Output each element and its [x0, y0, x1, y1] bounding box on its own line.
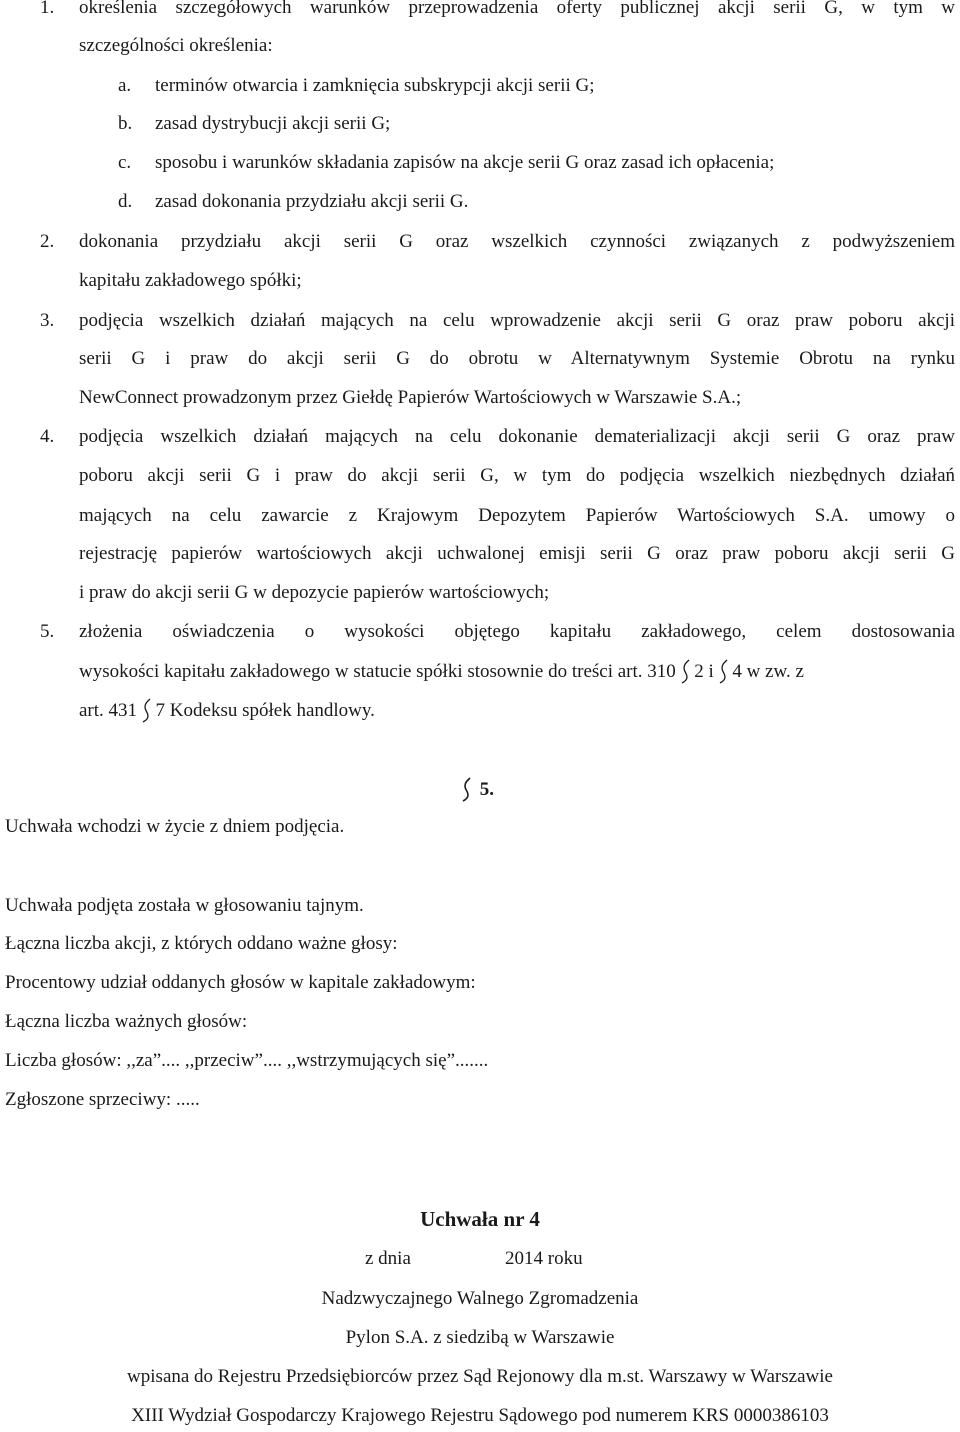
section-text: Uchwała wchodzi w życie z dniem podjęcia. [5, 816, 345, 837]
resolution-krs: XIII Wydział Gospodarczy Krajowego Rejestru Sądowego pod numerem KRS 0000386103 [131, 1405, 829, 1426]
voting-line: Łączna liczba akcji, z których oddano ważne głosy: [5, 933, 398, 954]
item-text-line: dokonania przydziału akcji serii G oraz wszelkich czynności związanych z podwyższeniem [79, 231, 955, 252]
item-text-segment: 7 Kodeksu spółek handlowy. [155, 700, 375, 721]
item-text-line: podjęcia wszelkich działań mających na celu dokonanie dematerializacji akcji serii G oraz praw [79, 426, 955, 447]
subitem-text: terminów otwarcia i zamknięcia subskrypcji akcji serii G; [155, 75, 595, 96]
item-text-segment: art. 431 [79, 700, 138, 721]
subitem-text: zasad dokonania przydziału akcji serii G. [155, 191, 469, 212]
item-text-line: i praw do akcji serii G w depozycie papierów wartościowych; [79, 582, 550, 603]
item-text-segment: 2 i [694, 661, 714, 682]
resolution-date-prefix: z dnia [365, 1248, 411, 1269]
voting-line: Liczba głosów: ,,za”.... ,,przeciw”.... ,,wstrzymujących się”....... [5, 1050, 489, 1071]
voting-line: Łączna liczba ważnych głosów: [5, 1011, 248, 1032]
resolution-company: Pylon S.A. z siedzibą w Warszawie [345, 1327, 615, 1348]
section-number: 5. [479, 779, 494, 800]
resolution-registry: wpisana do Rejestru Przedsiębiorców przez Sąd Rejonowy dla m.st. Warszawy w Warszawie [127, 1366, 833, 1387]
resolution-date-year: 2014 roku [505, 1248, 583, 1269]
subitem-text: zasad dystrybucji akcji serii G; [155, 113, 391, 134]
item-number: 4. [40, 426, 55, 447]
item-text-line: podjęcia wszelkich działań mających na celu wprowadzenie akcji serii G oraz praw poboru akcji [79, 310, 955, 331]
section-sign-icon [719, 658, 728, 684]
subitem-text: sposobu i warunków składania zapisów na akcje serii G oraz zasad ich opłacenia; [155, 152, 775, 173]
item-text-line [79, 658, 804, 685]
section-sign-icon [142, 697, 151, 723]
item-number: 3. [40, 310, 55, 331]
resolution-title: Uchwała nr 4 [420, 1207, 540, 1231]
subitem-letter: b. [118, 113, 133, 134]
item-text-line: mających na celu zawarcie z Krajowym Depozytem Papierów Wartościowych S.A. umowy o [79, 505, 955, 526]
item-text-segment: wysokości kapitału zakładowego w statucie spółki stosownie do treści art. 310 [79, 661, 676, 682]
item-number: 2. [40, 231, 55, 252]
item-text-segment: 4 w zw. z [732, 661, 804, 682]
resolution-assembly: Nadzwyczajnego Walnego Zgromadzenia [321, 1288, 639, 1309]
item-text-line: serii G i praw do akcji serii G do obrotu w Alternatywnym Systemie Obrotu na rynku [79, 348, 955, 369]
voting-line: Procentowy udział oddanych głosów w kapitale zakładowym: [5, 972, 476, 993]
section-heading [462, 776, 494, 803]
section-sign-icon [681, 658, 690, 684]
item-text-line [79, 697, 375, 724]
item-text-line: rejestrację papierów wartościowych akcji uchwalonej emisji serii G oraz praw poboru akcji serii G [79, 543, 955, 564]
subitem-letter: a. [118, 75, 132, 96]
item-number: 5. [40, 621, 55, 642]
item-text-line: określenia szczegółowych warunków przeprowadzenia oferty publicznej akcji serii G, w tym w [79, 0, 955, 18]
item-text-line: kapitału zakładowego spółki; [79, 270, 302, 291]
item-number: 1. [40, 0, 55, 18]
subitem-letter: d. [118, 191, 133, 212]
item-text-line: złożenia oświadczenia o wysokości objętego kapitału zakładowego, celem dostosowania [79, 621, 955, 642]
item-text-line: szczególności określenia: [79, 35, 273, 56]
item-text-line: poboru akcji serii G i praw do akcji serii G, w tym do podjęcia wszelkich niezbędnych działań [79, 465, 955, 486]
voting-line: Uchwała podjęta została w głosowaniu tajnym. [5, 895, 364, 916]
subitem-letter: c. [118, 152, 132, 173]
item-text-line: NewConnect prowadzonym przez Giełdę Papierów Wartościowych w Warszawie S.A.; [79, 387, 742, 408]
section-sign-icon [462, 776, 471, 802]
voting-line: Zgłoszone sprzeciwy: ..... [5, 1089, 200, 1110]
